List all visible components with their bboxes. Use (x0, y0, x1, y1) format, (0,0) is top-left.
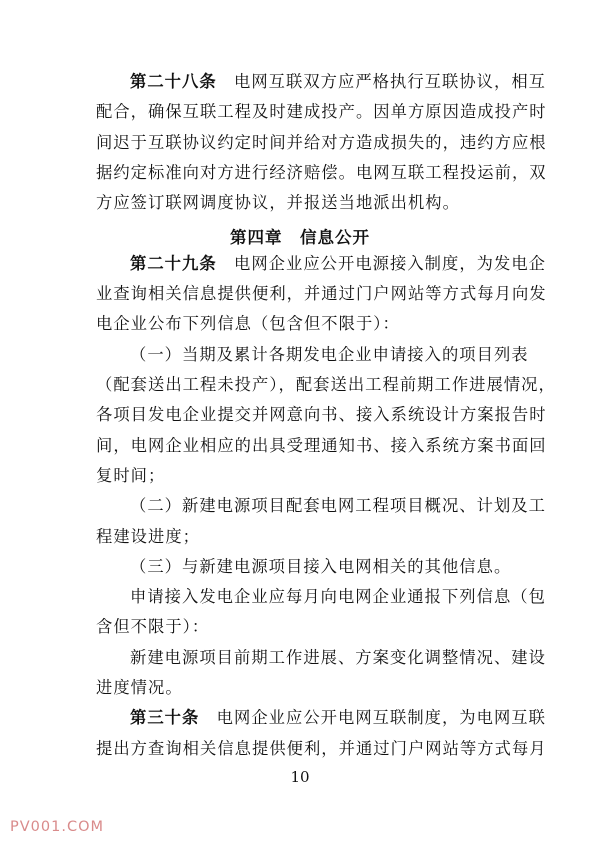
article-28-text: 电网互联双方应严格执行互联协议，相互 (234, 72, 546, 91)
article-28-line-1 (130, 72, 546, 92)
item-2-line-2: 程建设进度； (96, 527, 200, 546)
report-items-line-2: 进度情况。 (96, 678, 183, 697)
report-para-line-1: 申请接入发电企业应每月向电网企业通报下列信息（包 (130, 587, 546, 606)
article-29-title: 第二十九条 (130, 254, 217, 273)
article-29-line-1 (130, 254, 546, 274)
article-30-line-1 (130, 708, 546, 728)
item-2-line-1: （二）新建电源项目配套电网工程项目概况、计划及工 (130, 496, 546, 515)
item-1-line-3: 各项目发电企业提交并网意向书、接入系统设计方案报告时 (96, 405, 547, 424)
article-28-line-2: 配合，确保互联工程及时建成投产。因单方原因造成投产时 (96, 102, 547, 121)
article-28-title: 第二十八条 (130, 72, 217, 91)
page-number: 10 (290, 768, 310, 786)
item-1-line-2: （配套送出工程未投产），配套送出工程前期工作进展情况， (96, 375, 556, 394)
article-29-text: 电网企业应公开电源接入制度，为发电企 (234, 254, 546, 273)
article-28-line-3: 间迟于互联协议约定时间并给对方造成损失的，违约方应根 (96, 133, 547, 152)
article-30-title: 第三十条 (130, 708, 200, 727)
article-29-line-3: 电企业公布下列信息（包含但不限于）： (96, 314, 400, 333)
article-30-line-2: 提出方查询相关信息提供便利，并通过门户网站等方式每月 (96, 739, 547, 758)
watermark: PV001.COM (10, 819, 104, 835)
chapter-heading: 第四章 信息公开 (230, 228, 370, 247)
item-1-line-4: 间，电网企业相应的出具受理通知书、接入系统方案书面回 (96, 436, 547, 455)
article-30-text: 电网企业应公开电网互联制度，为电网互联 (216, 708, 546, 727)
article-28-line-5: 方应签订联网调度协议，并报送当地派出机构。 (96, 193, 460, 212)
item-3-line-1: （三）与新建电源项目接入电网相关的其他信息。 (130, 557, 512, 576)
article-28-line-4: 据约定标准向对方进行经济赔偿。电网互联工程投运前，双 (96, 163, 547, 182)
article-29-line-2: 业查询相关信息提供便利，并通过门户网站等方式每月向发 (96, 284, 547, 303)
item-1-line-1: （一）当期及累计各期发电企业申请接入的项目列表 (130, 345, 529, 364)
item-1-line-5: 复时间； (96, 466, 166, 485)
report-para-line-2: 含但不限于）： (96, 617, 210, 636)
report-items-line-1: 新建电源项目前期工作进展、方案变化调整情况、建设 (130, 648, 546, 667)
